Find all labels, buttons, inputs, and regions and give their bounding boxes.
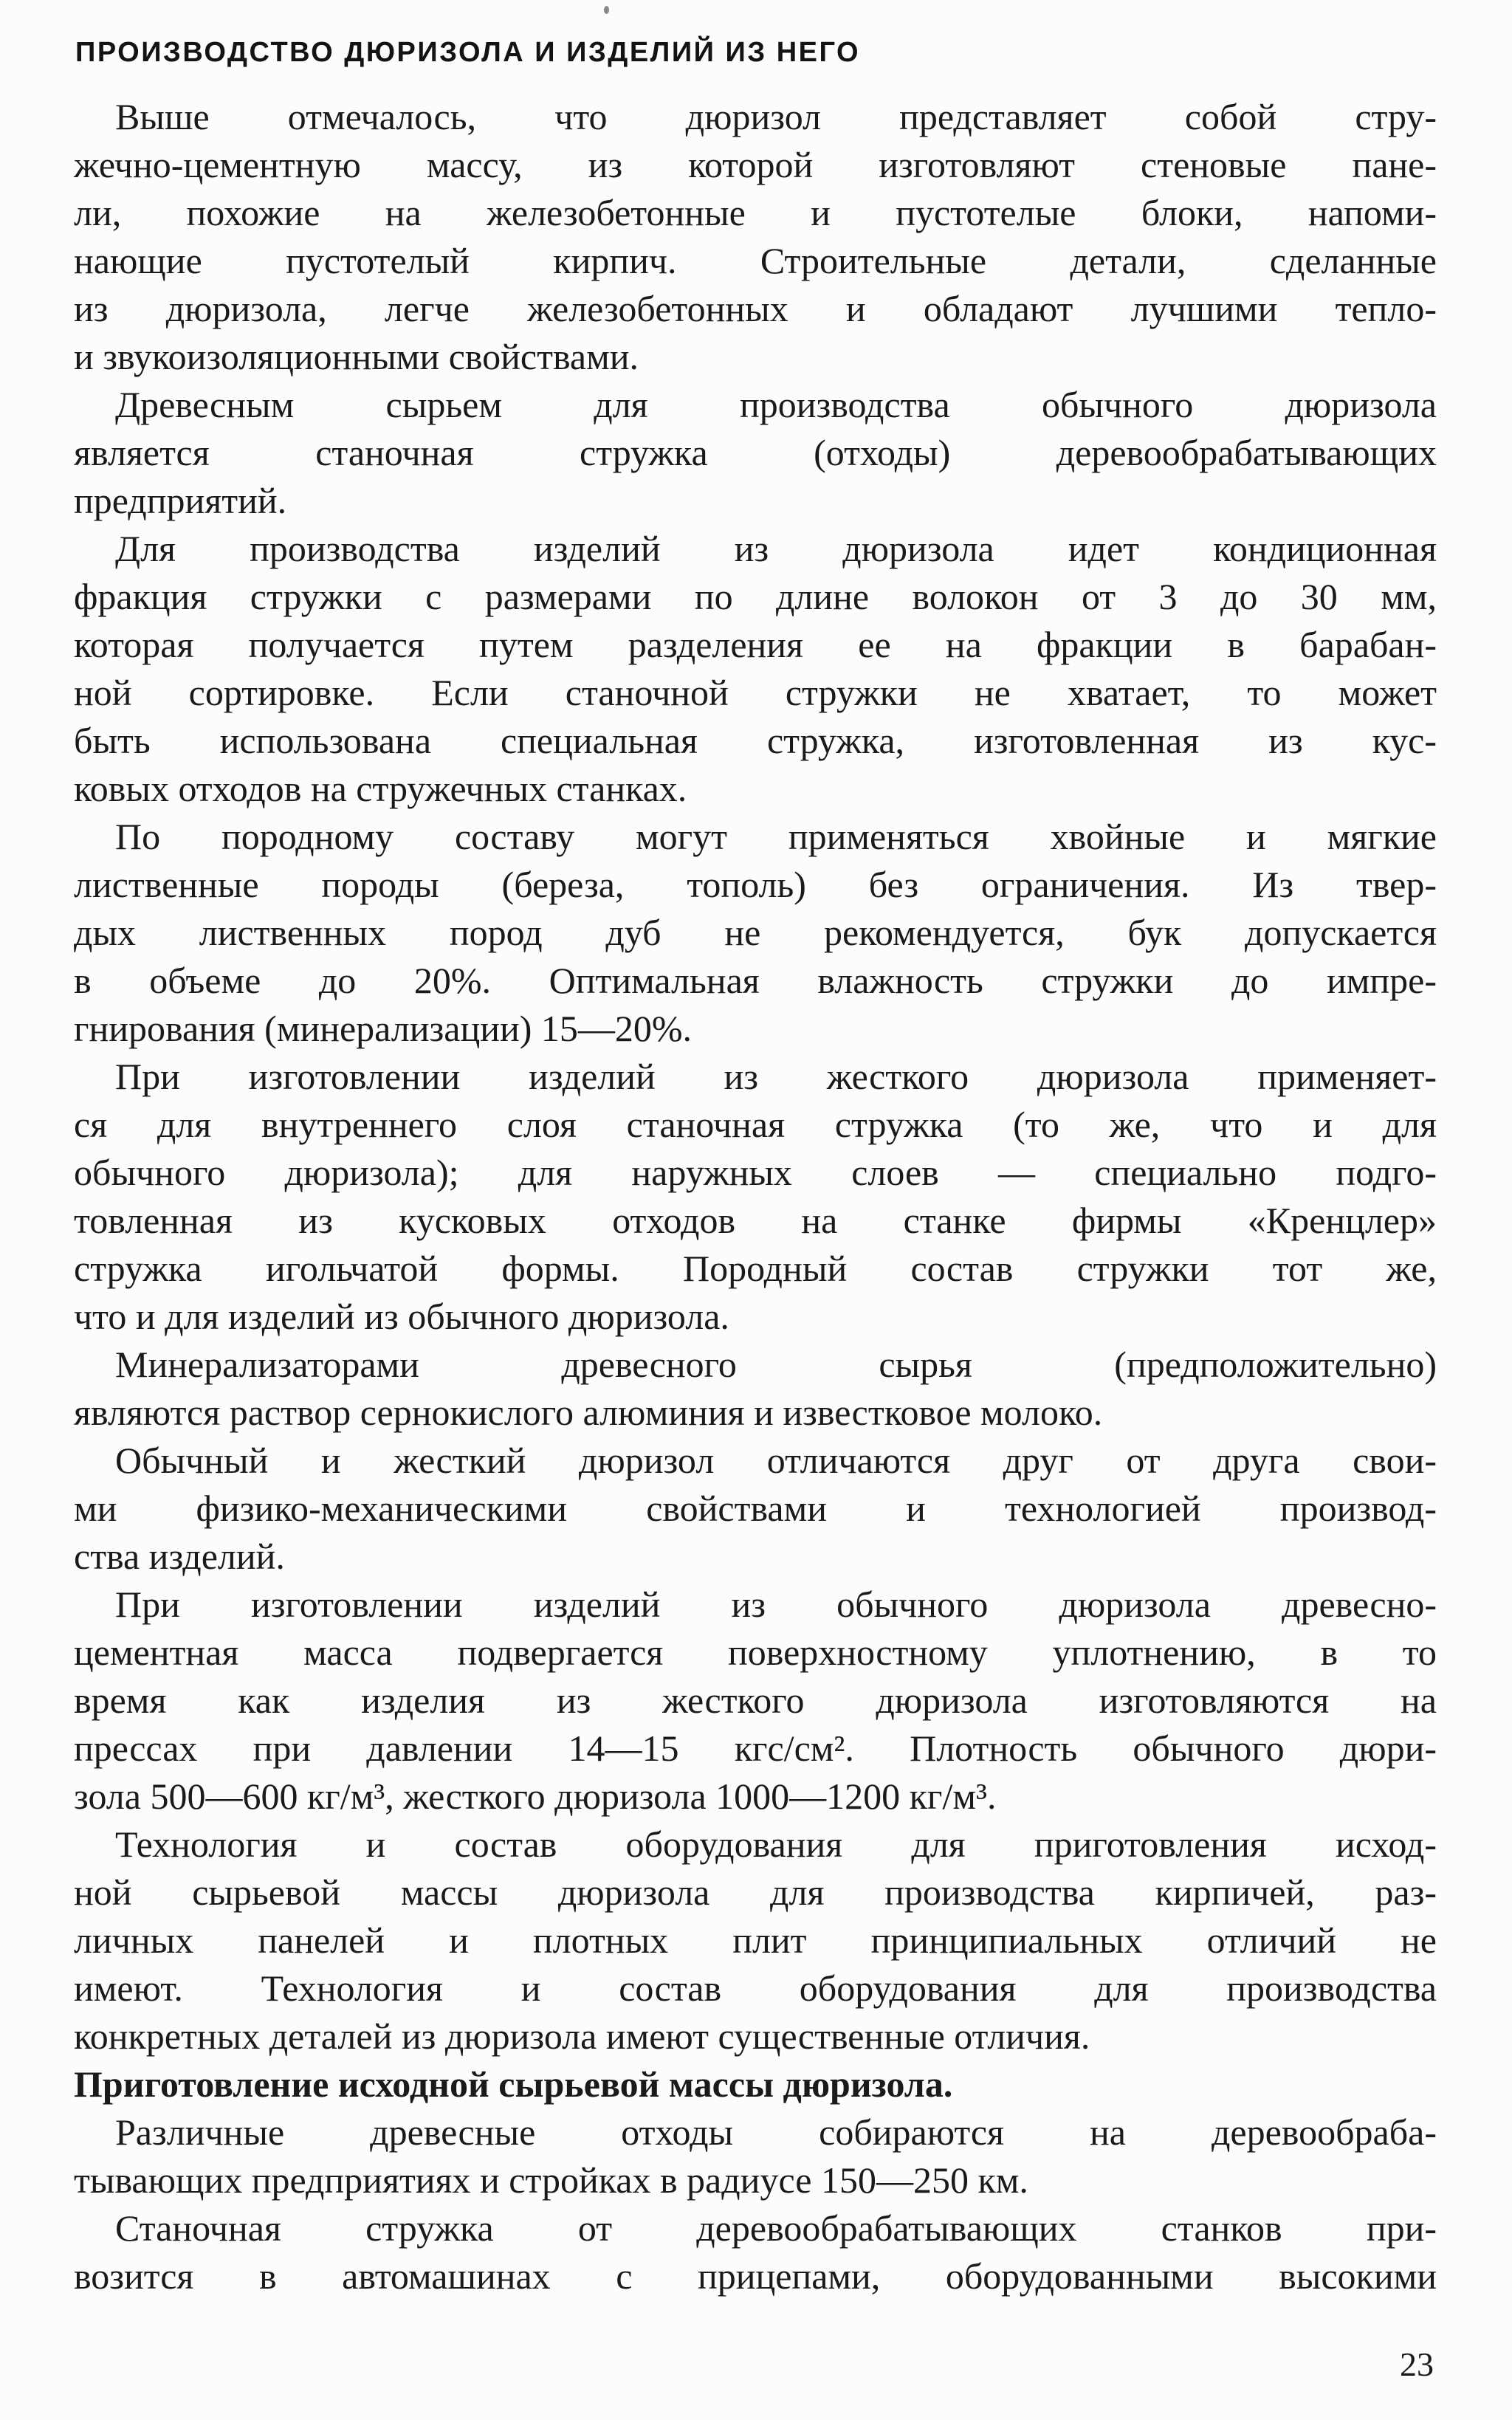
- page-number: 23: [1400, 2345, 1434, 2383]
- paragraph: [74, 1581, 1437, 1821]
- text-line: лиственные породы (береза, тополь) без ограничения. Из твер-: [74, 864, 1437, 905]
- paragraph: [74, 2108, 1437, 2204]
- text-line: быть использована специальная стружка, изготовленная из кус-: [74, 720, 1437, 761]
- text-line: личных панелей и плотных плит принципиальных отличий не: [74, 1919, 1437, 1961]
- text-line: ли, похожие на железобетонные и пустотелые блоки, напоми-: [74, 192, 1437, 233]
- text-line: ной сырьевой массы дюризола для производства кирпичей, раз-: [74, 1871, 1437, 1913]
- paragraph: [74, 1053, 1437, 1341]
- text-line: Технология и состав оборудования для приготовления исход-: [115, 1823, 1437, 1865]
- paragraph: [74, 813, 1437, 1053]
- text-line: ковых отходов на стружечных станках.: [74, 768, 687, 809]
- text-line: При изготовлении изделий из жесткого дюризола применяет-: [115, 1056, 1437, 1097]
- paragraph: [74, 381, 1437, 525]
- text-line: ства изделий.: [74, 1536, 285, 1577]
- text-line: Выше отмечалось, что дюризол представляет собой стру-: [115, 96, 1437, 137]
- text-line: время как изделия из жесткого дюризола изготовляются на: [74, 1680, 1437, 1721]
- run-in-heading: [74, 2060, 1437, 2108]
- text-line: Древесным сырьем для производства обычного дюризола: [115, 384, 1437, 425]
- page-title: ПРОИЗВОДСТВО ДЮРИЗОЛА И ИЗДЕЛИЙ ИЗ НЕГО: [75, 37, 861, 68]
- text-line: зола 500—600 кг/м³, жесткого дюризола 1000—1200 кг/м³.: [74, 1776, 997, 1817]
- text-line: ной сортировке. Если станочной стружки не хватает, то может: [74, 672, 1437, 713]
- text-line: обычного дюризола); для наружных слоев — специально подго-: [74, 1152, 1437, 1193]
- text-line: Для производства изделий из дюризола идет кондиционная: [115, 528, 1437, 569]
- text-line: является станочная стружка (отходы) деревообрабатывающих: [74, 432, 1437, 473]
- text-line: цементная масса подвергается поверхностному уплотнению, в то: [74, 1632, 1437, 1673]
- text-line: ся для внутреннего слоя станочная стружка (то же, что и для: [74, 1104, 1437, 1145]
- text-block: [74, 93, 1437, 2300]
- text-line: Обычный и жесткий дюризол отличаются друг от друга свои-: [115, 1440, 1437, 1481]
- text-line: возится в автомашинах с прицепами, оборудованными высокими: [74, 2255, 1437, 2297]
- paragraph: [74, 2204, 1437, 2300]
- text-line: стружка игольчатой формы. Породный состав стружки тот же,: [74, 1248, 1437, 1289]
- text-line: прессах при давлении 14—15 кгс/см². Плотность обычного дюри-: [74, 1728, 1437, 1769]
- text-line: гнирования (минерализации) 15—20%.: [74, 1008, 693, 1049]
- text-line: товленная из кусковых отходов на станке фирмы «Кренцлер»: [74, 1200, 1437, 1241]
- text-line: нающие пустотелый кирпич. Строительные детали, сделанные: [74, 240, 1437, 281]
- text-line: По породному составу могут применяться хвойные и мягкие: [115, 816, 1437, 857]
- text-line: которая получается путем разделения ее на фракции в барабан-: [74, 624, 1437, 665]
- text-line: Минерализаторами древесного сырья (предположительно): [115, 1344, 1437, 1385]
- text-line: При изготовлении изделий из обычного дюризола древесно-: [115, 1584, 1437, 1625]
- text-line: в объеме до 20%. Оптимальная влажность стружки до импре-: [74, 960, 1437, 1001]
- text-line: ми физико-механическими свойствами и технологией производ-: [74, 1488, 1437, 1529]
- paragraph: [74, 93, 1437, 381]
- text-line: Приготовление исходной сырьевой массы дюризола.: [74, 2063, 953, 2105]
- text-line: дых лиственных пород дуб не рекомендуется, бук допускается: [74, 912, 1437, 953]
- text-line: предприятий.: [74, 480, 287, 521]
- text-line: имеют. Технология и состав оборудования для производства: [74, 1967, 1437, 2009]
- text-line: и звукоизоляционными свойствами.: [74, 336, 639, 377]
- paragraph: [74, 1821, 1437, 2060]
- text-line: Станочная стружка от деревообрабатывающих станков при-: [115, 2207, 1437, 2249]
- text-line: жечно-цементную массу, из которой изготовляют стеновые пане-: [74, 144, 1437, 185]
- paragraph: [74, 1341, 1437, 1437]
- text-line: что и для изделий из обычного дюризола.: [74, 1296, 729, 1337]
- text-line: конкретных деталей из дюризола имеют существенные отличия.: [74, 2015, 1090, 2057]
- print-artifact-dot: [604, 6, 609, 14]
- text-line: фракция стружки с размерами по длине волокон от 3 до 30 мм,: [74, 576, 1437, 617]
- text-line: тывающих предприятиях и стройках в радиусе 150—250 км.: [74, 2159, 1028, 2201]
- text-line: являются раствор сернокислого алюминия и известковое молоко.: [74, 1392, 1103, 1433]
- paragraph: [74, 525, 1437, 813]
- text-line: из дюризола, легче железобетонных и обладают лучшими тепло-: [74, 288, 1437, 329]
- text-line: Различные древесные отходы собираются на деревообраба-: [115, 2111, 1437, 2153]
- paragraph: [74, 1437, 1437, 1581]
